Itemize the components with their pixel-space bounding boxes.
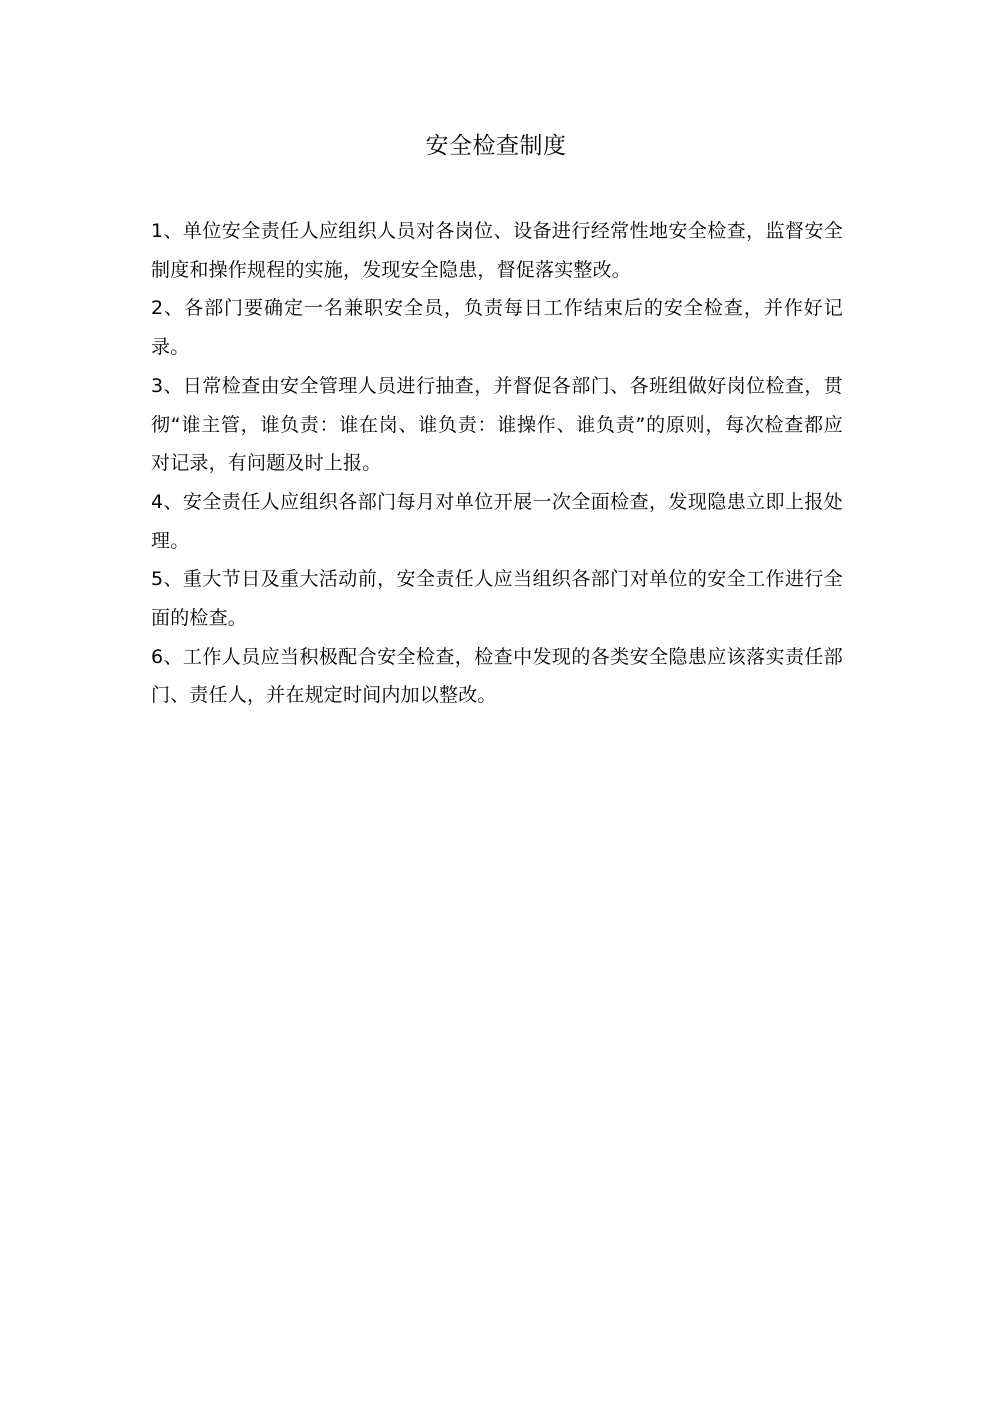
paragraph-5: 5、重大节日及重大活动前，安全责任人应当组织各部门对单位的安全工作进行全面的检查。 <box>151 568 843 630</box>
paragraph-1: 1、单位安全责任人应组织人员对各岗位、设备进行经常性地安全检查，监督安全制度和操作规程的实施，发现安全隐患，督促落实整改。 <box>151 220 843 281</box>
document-title: 安全检查制度 <box>425 133 567 159</box>
paragraph-3: 3、日常检查由安全管理人员进行抽查，并督促各部门、各班组做好岗位检查，贯彻“谁主管，谁负责：谁在岗、谁负责：谁操作、谁负责”的原则，每次检查都应对记录，有问题及时上报。 <box>151 374 843 475</box>
paragraph-6: 6、工作人员应当积极配合安全检查，检查中发现的各类安全隐患应该落实责任部门、责任人，并在规定时间内加以整改。 <box>151 645 843 707</box>
paragraph-2: 2、各部门要确定一名兼职安全员，负责每日工作结束后的安全检查，并作好记录。 <box>151 297 843 359</box>
document-body <box>151 212 843 715</box>
paragraph-4: 4、安全责任人应组织各部门每月对单位开展一次全面检查，发现隐患立即上报处理。 <box>151 490 843 552</box>
